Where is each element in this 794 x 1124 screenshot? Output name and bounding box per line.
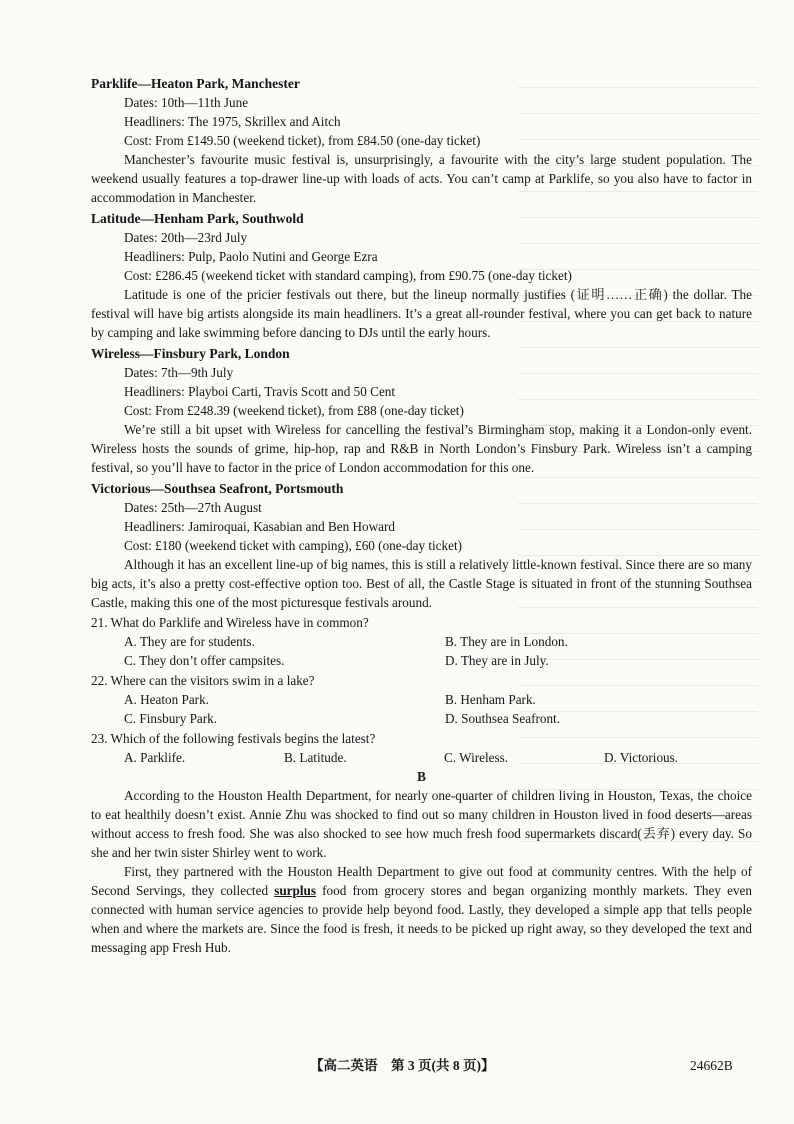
festival-headliners: Headliners: The 1975, Skrillex and Aitch (124, 114, 341, 129)
festival-dates: Dates: 25th—27th August (124, 500, 262, 515)
festival-dates: Dates: 10th—11th June (124, 95, 249, 110)
festival-description: Latitude is one of the pricier festivals out there, but the lineup normally justifies (证明……正确) the dollar. The festival will have big artists alongside its main headliners. It’s a great all-rounder festival, where you can get back to nature by camping and lake swimming before dancing to DJs until the early hours. (91, 287, 752, 340)
festival-title: Wireless—Finsbury Park, London (91, 346, 290, 361)
festival-title: Parklife—Heaton Park, Manchester (91, 76, 300, 91)
paragraph-text: First, they partnered with the Houston Health Department to give out food at community centres. With the help of Second Servings, they collected (91, 864, 752, 898)
option-b: B. They are in London. (445, 634, 568, 649)
footer-exam-code: 24662B (690, 1058, 733, 1073)
section-b-paragraph-1: According to the Houston Health Department, for nearly one-quarter of children living in Houston, Texas, the choice to eat healthily doesn’t exist. Annie Zhu was shocked to find out so many children in Houston lived in food deserts—areas without access to fresh food. She was also shocked to see how much fresh food supermarkets discard(丢弃) every day. So she and her twin sister Shirley went to work. (91, 788, 752, 860)
question-stem: 21. What do Parklife and Wireless have in common? (91, 615, 369, 630)
festival-title: Latitude—Henham Park, Southwold (91, 211, 304, 226)
bleed-through-text (518, 68, 758, 848)
option-c: C. They don’t offer campsites. (124, 653, 285, 668)
option-d: D. Victorious. (604, 750, 679, 765)
option-a: A. Heaton Park. (124, 692, 209, 707)
festival-cost: Cost: £286.45 (weekend ticket with standard camping), from £90.75 (one-day ticket) (124, 268, 572, 283)
paragraph-text: food from grocery stores and began organizing monthly markets. They even connected with human service agencies to provide help beyond food. Lastly, they developed a simple app that tells people when and where the markets are. Since the food is fresh, it needs to be picked up right away, so they developed the text and messaging app Fresh Hub. (91, 883, 752, 955)
festival-description: Although it has an excellent line-up of big names, this is still a relatively little-known festival. Since there are so many big acts, it’s also a pretty cost-effective option too. Best of all, the Castle Stage is situated in front of the stunning Southsea Castle, making this one of the most picturesque festivals around. (91, 557, 752, 610)
festival-title: Victorious—Southsea Seafront, Portsmouth (91, 481, 344, 496)
option-c: C. Finsbury Park. (124, 711, 218, 726)
festival-dates: Dates: 20th—23rd July (124, 230, 248, 245)
option-a: A. They are for students. (124, 634, 255, 649)
option-d: D. Southsea Seafront. (445, 711, 561, 726)
festival-description: We’re still a bit upset with Wireless for cancelling the festival’s Birmingham stop, making it a London-only event. Wireless hosts the sounds of grime, hip-hop, rap and R&B in North London’s Finsbury Park. Wireless isn’t a camping festival, so you’ll have to factor in the price of London accommodation for this one. (91, 422, 752, 475)
festival-description: Manchester’s favourite music festival is, unsurprisingly, a favourite with the city’s large student population. The weekend usually features a top-drawer line-up with loads of acts. You can’t camp at Parklife, so you also have to factor in accommodation in Manchester. (91, 152, 752, 205)
option-b: B. Latitude. (284, 750, 347, 765)
question-stem: 22. Where can the visitors swim in a lake? (91, 673, 315, 688)
festival-cost: Cost: From £248.39 (weekend ticket), from £88 (one-day ticket) (124, 403, 464, 418)
festival-headliners: Headliners: Pulp, Paolo Nutini and George Ezra (124, 249, 378, 264)
festival-dates: Dates: 7th—9th July (124, 365, 234, 380)
option-d: D. They are in July. (445, 653, 549, 668)
festival-cost: Cost: £180 (weekend ticket with camping), £60 (one-day ticket) (124, 538, 463, 553)
section-b-label: B (417, 769, 426, 784)
festival-headliners: Headliners: Playboi Carti, Travis Scott and 50 Cent (124, 384, 396, 399)
option-b: B. Henham Park. (445, 692, 536, 707)
festival-cost: Cost: From £149.50 (weekend ticket), from £84.50 (one-day ticket) (124, 133, 481, 148)
option-c: C. Wireless. (444, 750, 509, 765)
underlined-word: surplus (274, 883, 316, 898)
question-stem: 23. Which of the following festivals begins the latest? (91, 731, 376, 746)
footer-page-info: 【高二英语 第 3 页(共 8 页)】 (310, 1058, 495, 1073)
section-b-paragraph-2 (91, 862, 752, 957)
festival-headliners: Headliners: Jamiroquai, Kasabian and Ben Howard (124, 519, 395, 534)
page-footer (0, 1056, 794, 1080)
option-a: A. Parklife. (124, 750, 186, 765)
